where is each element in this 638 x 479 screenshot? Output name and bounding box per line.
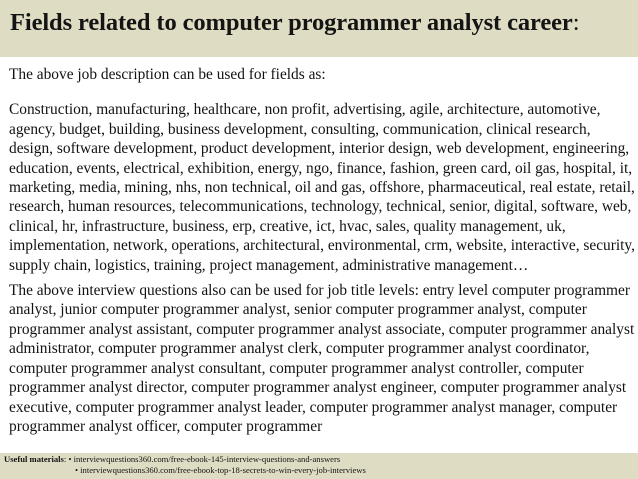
footer-row-1 — [4, 454, 638, 465]
intro-paragraph: The above job description can be used for fields as: — [9, 66, 326, 83]
page-title-text: Fields related to computer programmer analyst career — [10, 9, 573, 36]
page-title-colon: : — [572, 9, 580, 36]
footer-link-2[interactable]: • interviewquestions360.com/free-ebook-top-18-secrets-to-win-every-job-interviews — [75, 465, 366, 475]
job-titles-paragraph: The above interview questions also can be used for job title levels: entry level computer programmer analyst, junior computer programmer analyst, senior computer programmer analyst, computer programmer analyst assistant, computer programmer analyst associate, computer programmer analyst administrator, computer programmer analyst clerk, computer programmer analyst coordinator, computer programmer analyst consultant, computer programmer analyst controller, computer programmer analyst director, computer programmer analyst engineer, computer programmer analyst executive, computer programmer analyst leader, computer programmer analyst manager, computer programmer analyst officer, computer programmer — [9, 282, 635, 435]
fields-paragraph: Construction, manufacturing, healthcare, non profit, advertising, agile, architecture, automotive, agency, budget, building, business development, consulting, communication, clinical research, design, software development, product development, interior design, web development, engineering, education, events, electrical, exhibition, energy, ngo, finance, fashion, green card, oil gas, hospital, it, marketing, media, mining, nhs, non technical, oil and gas, offshore, pharmaceutical, real estate, retail, research, human resources, telecommunications, technology, technical, senior, digital, software, web, clinical, hr, infrastructure, business, erp, creative, ict, hvac, sales, quality management, uk, implementation, network, operations, architectural, environmental, crm, website, interactive, security, supply chain, logistics, training, project management, administrative management… — [9, 101, 635, 274]
footer-banner — [0, 453, 638, 479]
footer-label: Useful materials — [4, 454, 64, 464]
main-content — [9, 60, 635, 436]
footer-separator: : — [63, 454, 67, 464]
page-title — [10, 9, 638, 37]
footer-link-1[interactable]: • interviewquestions360.com/free-ebook-145-interview-questions-and-answers — [68, 454, 341, 464]
footer-row-2 — [4, 465, 638, 476]
title-banner — [0, 0, 638, 57]
